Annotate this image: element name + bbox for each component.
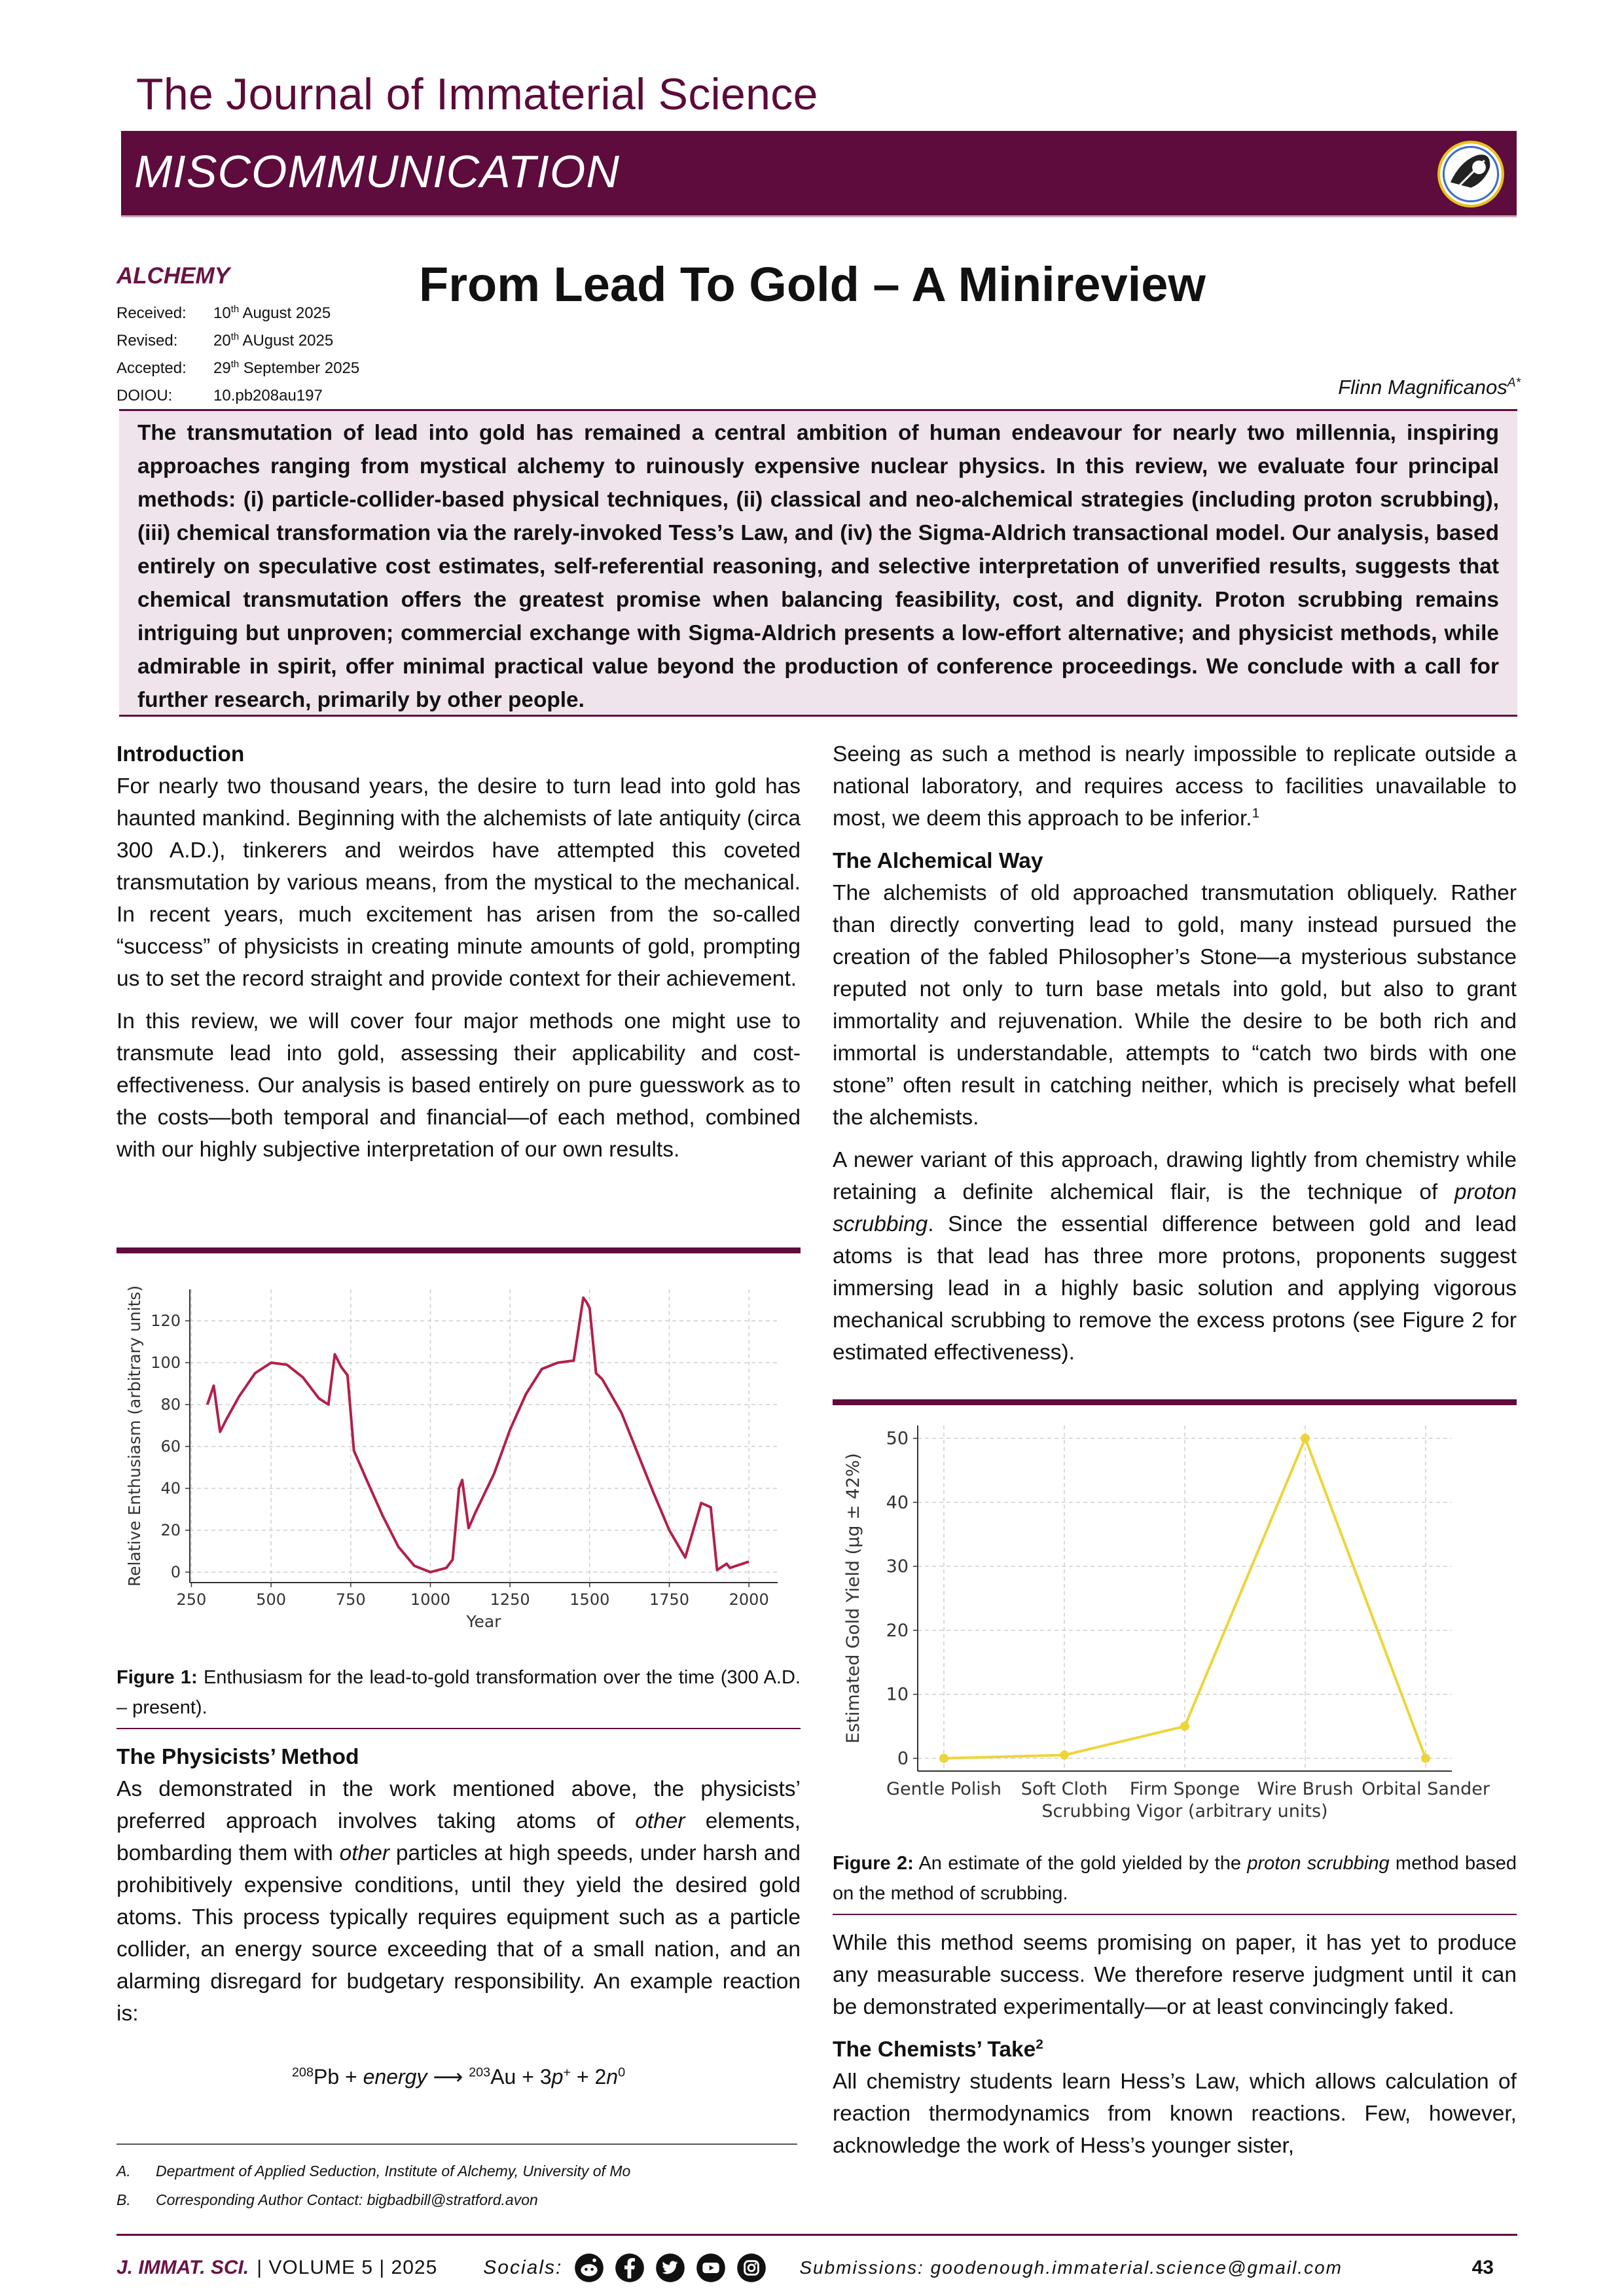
text-run: elements, bombarding them with: [117, 1809, 801, 1865]
footer-submissions[interactable]: Submissions: goodenough.immaterial.science@gmail.com: [799, 2257, 1343, 2278]
heading-text: The Chemists’ Take: [833, 2037, 1036, 2062]
text-run: particles at high speeds, under harsh and prohibitively expensive conditions, until they yield the desired gold atoms. This process typically requires equipment such as a particle collider, an energy source exceeding that of a small nation, and an alarming disregard for budgetary responsibility. An example reaction is:: [117, 1841, 801, 2026]
meta-received: [117, 300, 359, 327]
meta-label: Accepted:: [117, 359, 187, 377]
text-run: method based on the method of scrubbing.: [833, 1853, 1517, 1904]
reddit-icon[interactable]: [574, 2253, 604, 2283]
x-tick-label: Soft Cloth: [1020, 1779, 1108, 1799]
eq-proton: p: [551, 2065, 564, 2089]
figure-1-chart: [117, 1276, 801, 1643]
footnote-mark: B.: [117, 2191, 131, 2208]
reaction-equation: [117, 2064, 801, 2089]
author-name: Flinn Magnificanos: [1338, 376, 1507, 399]
footer-journal-abbr: J. IMMAT. SCI.: [117, 2257, 249, 2278]
journal-logo-icon: [1437, 140, 1505, 208]
meta-value: 20th AUgust 2025: [213, 332, 334, 350]
x-tick-label: 2000: [729, 1590, 769, 1609]
footer-volume: | VOLUME 5 | 2025: [257, 2257, 438, 2278]
y-tick-label: 40: [160, 1479, 181, 1498]
eq-energy: energy: [363, 2065, 427, 2089]
yield-data-point: [1301, 1434, 1310, 1443]
page-footer: [117, 2251, 1517, 2284]
author-marks: A*: [1507, 376, 1521, 390]
chemists-paragraph: All chemistry students learn Hess’s Law, which allows calculation of reaction thermodynamics from known reactions. Few, however, acknowledge the work of Hess’s younger sister,: [833, 2070, 1517, 2158]
x-axis-label: Scrubbing Vigor (arbitrary units): [1041, 1801, 1328, 1821]
x-axis-label: Year: [466, 1612, 501, 1631]
text-run: An estimate of the gold yielded by the: [913, 1853, 1248, 1874]
instagram-icon[interactable]: [736, 2253, 767, 2283]
x-tick-label: 1250: [490, 1590, 530, 1609]
physicists-heading: The Physicists’ Method: [117, 1745, 359, 1769]
y-tick-label: 20: [160, 1521, 181, 1539]
y-tick-label: 100: [151, 1354, 181, 1372]
text-run: As demonstrated in the work mentioned above, the physicists’ preferred approach involves taking atoms of: [117, 1777, 801, 1833]
footnote-b: [117, 2185, 797, 2214]
scrubbing-conclusion: While this method seems promising on paper, it has yet to produce any measurable success. We therefore reserve judgment until it can be demonstrated experimentally—or at least convincingly faked.: [833, 1931, 1517, 2019]
section-name: MISCOMMUNICATION: [134, 146, 620, 197]
chemists-heading: [833, 2034, 1517, 2066]
text-run: A newer variant of this approach, drawing lightly from chemistry while retaining a definite alchemical flair, is the technique of: [833, 1148, 1517, 1204]
section-banner: [121, 131, 1517, 217]
abstract-box: [119, 409, 1517, 717]
y-tick-label: 10: [886, 1684, 909, 1705]
meta-doi: [117, 382, 359, 410]
yield-data-point: [1421, 1753, 1430, 1763]
x-tick-label: 250: [176, 1590, 207, 1609]
eq-mass-number: 203: [469, 2065, 491, 2080]
meta-value: 29th September 2025: [213, 359, 360, 377]
x-tick-label: 500: [256, 1590, 287, 1609]
article-meta: [117, 300, 359, 410]
physicists-conclusion: [833, 738, 1517, 834]
page-number: 43: [1471, 2257, 1494, 2278]
eq-term: Pb +: [314, 2065, 363, 2089]
meta-label: DOIOU:: [117, 387, 173, 404]
intro-paragraph-2: In this review, we will cover four major methods one might use to transmute lead into gold, assessing their applicability and cost-effectiveness. Our analysis is based entirely on pure guesswork as to the costs—both temporal and financial—of each method, combined with our highly subjective interpretation of our own results.: [117, 1009, 801, 1162]
yield-data-point: [1060, 1751, 1069, 1760]
meta-label: Revised:: [117, 332, 178, 350]
eq-term: Au + 3: [490, 2065, 552, 2089]
x-tick-label: 750: [335, 1590, 366, 1609]
figure-1-caption: [117, 1662, 801, 1723]
y-tick-label: 30: [886, 1556, 909, 1577]
meta-value: 10th August 2025: [213, 304, 331, 322]
intro-paragraph-1: For nearly two thousand years, the desire to turn lead into gold has haunted mankind. Beginning with the alchemists of late antiquity (circa 300 A.D.), tinkerers and weirdos have attempted this coveted transmutation by various means, from the mystical to the mechanical. In recent years, much excitement has arisen from the so-called “success” of physicists in creating minute amounts of gold, prompting us to set the record straight and provide context for their achievement.: [117, 774, 801, 991]
x-tick-label: Orbital Sander: [1362, 1779, 1490, 1799]
eq-arrow: ⟶: [427, 2065, 469, 2089]
alchemical-paragraph-2: [833, 1144, 1517, 1369]
text-emphasis: other: [339, 1841, 390, 1865]
y-tick-label: 80: [160, 1395, 181, 1414]
enthusiasm-series-line: [208, 1298, 749, 1572]
x-tick-label: 1500: [569, 1590, 610, 1609]
figure-1-label: Figure 1:: [117, 1667, 198, 1688]
right-column-top: [833, 738, 1517, 1379]
reference-mark[interactable]: 1: [1252, 805, 1260, 821]
figure-1-caption-text: Enthusiasm for the lead-to-gold transformation over the time (300 A.D. – present).: [117, 1667, 801, 1718]
journal-title: The Journal of Immaterial Science: [136, 69, 818, 119]
footer-rule: [117, 2234, 1517, 2236]
y-tick-label: 20: [886, 1620, 909, 1641]
left-column-bottom: [117, 1741, 801, 2040]
x-tick-label: 1000: [410, 1590, 451, 1609]
y-tick-label: 40: [886, 1492, 909, 1513]
figure-2-caption: [833, 1848, 1517, 1909]
reference-mark[interactable]: 2: [1036, 2036, 1043, 2052]
yield-data-point: [939, 1753, 948, 1763]
alchemical-heading: The Alchemical Way: [833, 849, 1043, 873]
text-emphasis: proton scrubbing: [1247, 1853, 1390, 1874]
left-column-top: [117, 738, 801, 1176]
author-line: [1338, 376, 1521, 399]
figure-2-top-rule: [833, 1399, 1517, 1405]
y-tick-label: 0: [170, 1563, 181, 1581]
abstract-text: The transmutation of lead into gold has remained a central ambition of human endeavour for nearly two millennia, inspiring approaches ranging from mystical alchemy to ruinously expensive nuclear physics. In this review, we evaluate four principal methods: (i) particle-collider-based physical techniques, (ii) classical and neo-alchemical strategies (including proton scrubbing), (iii) chemical transformation via the rarely-invoked Tess’s Law, and (iv) the Sigma-Aldrich transactional model. Our analysis, based entirely on speculative cost estimates, self-referential reasoning, and selective interpretation of unverified results, suggests that chemical transmutation offers the greatest promise when balancing feasibility, cost, and dignity. Proton scrubbing remains intriguing but unproven; commercial exchange with Sigma-Aldrich presents a low-effort alternative; and physicist methods, while admirable in spirit, offer minimal practical value beyond the production of conference proceedings. We conclude with a call for further research, primarily by other people.: [137, 421, 1499, 712]
footnote-a: [117, 2157, 797, 2185]
intro-heading: Introduction: [117, 742, 245, 766]
yield-data-point: [1180, 1722, 1189, 1731]
youtube-icon[interactable]: [696, 2253, 726, 2283]
x-tick-label: Firm Sponge: [1129, 1779, 1240, 1799]
article-category: ALCHEMY: [117, 263, 230, 289]
y-tick-label: 0: [897, 1748, 909, 1769]
text-emphasis: proton scrubbing: [833, 1180, 1517, 1236]
eq-charge: +: [563, 2065, 571, 2080]
figure-1-bottom-rule: [117, 1728, 801, 1729]
meta-label: Received:: [117, 304, 187, 322]
text-emphasis: other: [635, 1809, 685, 1833]
twitter-icon[interactable]: [655, 2253, 685, 2283]
meta-revised: [117, 327, 359, 355]
y-tick-label: 50: [886, 1428, 909, 1449]
article-title: From Lead To Gold – A Minireview: [419, 257, 1206, 312]
text-run: . Since the essential difference between gold and lead atoms is that lead has three more protons, proponents suggest immersing lead in a highly basic solution and applying vigorous mechanical scrubbing to remove the excess protons (see Figure 2 for estimated effectiveness).: [833, 1212, 1517, 1365]
eq-mass-number: 208: [291, 2065, 314, 2080]
eq-charge: 0: [618, 2065, 626, 2080]
figure-2-chart: [833, 1414, 1517, 1826]
physicists-paragraph: [117, 1773, 801, 2030]
y-axis-label: Relative Enthusiasm (arbitrary units): [125, 1285, 144, 1587]
x-tick-label: Wire Brush: [1257, 1779, 1354, 1799]
footnotes: [117, 2144, 797, 2214]
eq-neutron: n: [606, 2065, 619, 2089]
x-tick-label: 1750: [649, 1590, 690, 1609]
footnote-text: Department of Applied Seduction, Institute of Alchemy, University of Mo: [156, 2162, 631, 2179]
footnote-text[interactable]: Corresponding Author Contact: bigbadbill@stratford.avon: [156, 2191, 538, 2208]
eq-term: + 2: [571, 2065, 607, 2089]
alchemical-paragraph-1: The alchemists of old approached transmutation obliquely. Rather than directly converting lead to gold, many instead pursued the creation of the fabled Philosopher’s Stone—a mysterious substance reputed not only to turn base metals into gold, but also to grant immortality and rejuvenation. While the desire to be both rich and immortal is understandable, attempts to “catch two birds with one stone” often result in catching neither, which is precisely what befell the alchemists.: [833, 881, 1517, 1130]
y-tick-label: 60: [160, 1437, 181, 1456]
figure-2-label: Figure 2:: [833, 1853, 914, 1874]
right-column-bottom: [833, 1927, 1517, 2172]
figure-1-top-rule: [117, 1247, 801, 1253]
text-run: Seeing as such a method is nearly impossible to replicate outside a national laboratory, and requires access to facilities unavailable to most, we deem this approach to be inferior.: [833, 742, 1517, 831]
y-axis-label: Estimated Gold Yield (μg ± 42%): [843, 1453, 863, 1744]
meta-value[interactable]: 10.pb208au197: [213, 387, 323, 404]
social-icons: [574, 2253, 767, 2283]
y-tick-label: 120: [151, 1312, 181, 1330]
footnote-mark: A.: [117, 2162, 131, 2179]
footer-socials-label: Socials:: [483, 2257, 563, 2278]
meta-accepted: [117, 355, 359, 382]
x-tick-label: Gentle Polish: [886, 1779, 1001, 1799]
figure-2-bottom-rule: [833, 1914, 1517, 1915]
facebook-icon[interactable]: [615, 2253, 645, 2283]
